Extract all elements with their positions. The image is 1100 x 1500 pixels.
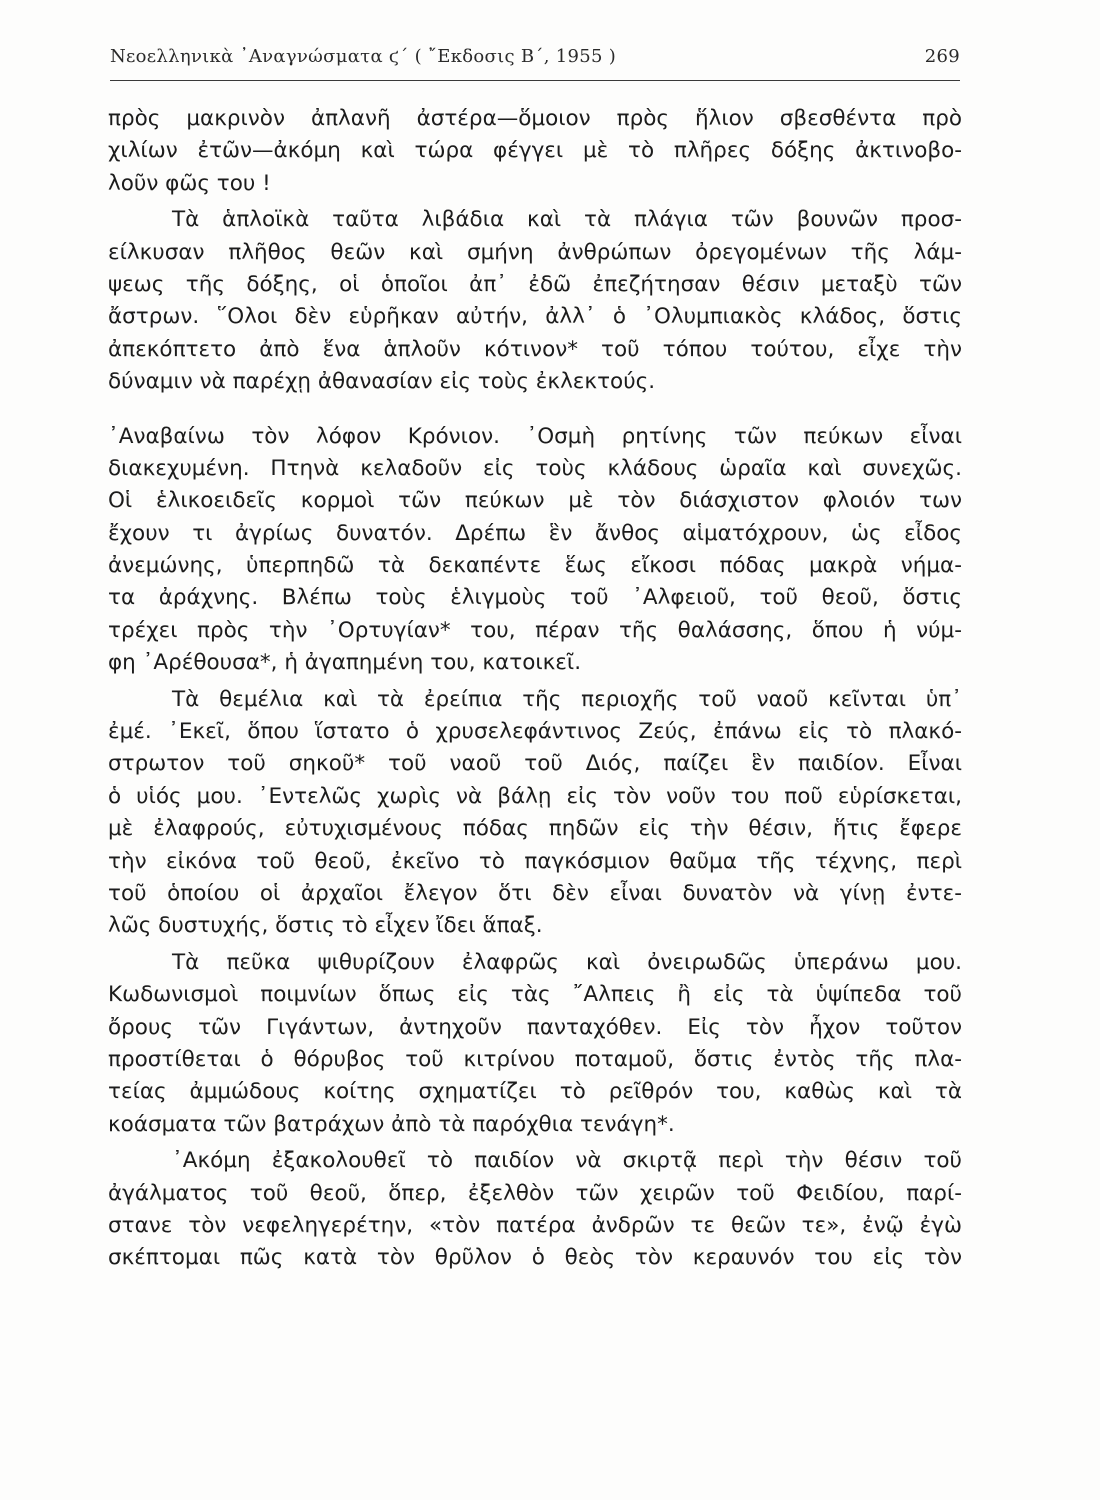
book-title: Νεοελληνικὰ ᾿Αναγνώσματα ϛ´ ( ῎Εκδοσις Β´, 1955 ) bbox=[110, 46, 617, 67]
text-line: προστίθεται ὁ θόρυβος τοῦ κιτρίνου ποταμοῦ, ὅστις ἐντὸς τῆς πλα- bbox=[108, 1046, 962, 1072]
text-line: ᾿Ακόμη ἐξακολουθεῖ τὸ παιδίον νὰ σκιρτᾷ περὶ τὴν θέσιν τοῦ bbox=[172, 1148, 962, 1174]
text-line: κοάσματα τῶν βατράχων ἀπὸ τὰ παρόχθια τενάγη*. bbox=[108, 1111, 675, 1137]
text-line: τοῦ ὁποίου οἱ ἀρχαῖοι ἔλεγον ὅτι δὲν εἶναι δυνατὸν νὰ γίνῃ ἐντε- bbox=[108, 880, 962, 906]
text-line: ψεως τῆς δόξης, οἱ ὁποῖοι ἀπ᾿ ἐδῶ ἐπεζήτησαν θέσιν μεταξὺ τῶν bbox=[108, 271, 962, 297]
text-line: τα ἀράχνης. Βλέπω τοὺς ἑλιγμοὺς τοῦ ᾿Αλφειοῦ, τοῦ θεοῦ, ὅστις bbox=[108, 585, 962, 611]
text-line: φη ᾿Αρέθουσα*, ἡ ἀγαπημένη του, κατοικεῖ. bbox=[108, 650, 582, 676]
text-line: σκέπτομαι πῶς κατὰ τὸν θρῦλον ὁ θεὸς τὸν κεραυνόν του εἰς τὸν bbox=[108, 1245, 962, 1271]
text-line: Τὰ ἁπλοϊκὰ ταῦτα λιβάδια καὶ τὰ πλάγια τῶν βουνῶν προσ- bbox=[172, 207, 962, 233]
text-line: ἄστρων. ῞Ολοι δὲν εὑρῆκαν αὐτήν, ἀλλ᾿ ὁ ᾿Ολυμπιακὸς κλάδος, ὅστις bbox=[108, 304, 962, 330]
paragraph bbox=[108, 103, 962, 200]
text-line: ὄρους τῶν Γιγάντων, ἀντηχοῦν πανταχόθεν. Εἰς τὸν ἦχον τοῦτον bbox=[108, 1014, 962, 1040]
text-line: τρέχει πρὸς τὴν ᾿Ορτυγίαν* του, πέραν τῆς θαλάσσης, ὅπου ἡ νύμ- bbox=[108, 617, 962, 643]
text-line: ἀνεμώνης, ὑπερπηδῶ τὰ δεκαπέντε ἕως εἴκοσι πόδας μακρὰ νήμα- bbox=[108, 553, 962, 579]
text-line: ἀγάλματος τοῦ θεοῦ, ὅπερ, ἐξελθὸν τῶν χειρῶν τοῦ Φειδίου, παρί- bbox=[108, 1180, 962, 1206]
text-line: πρὸς μακρινὸν ἀπλανῆ ἀστέρα—ὅμοιον πρὸς ἥλιον σβεσθέντα πρὸ bbox=[108, 106, 962, 131]
page-number: 269 bbox=[924, 46, 960, 67]
text-line: ἀπεκόπτετο ἀπὸ ἕνα ἁπλοῦν κότινον* τοῦ τόπου τούτου, εἶχε τὴν bbox=[108, 336, 962, 362]
paragraph bbox=[108, 1145, 962, 1275]
paragraph bbox=[108, 204, 962, 398]
text-line: τείας ἀμμώδους κοίτης σχηματίζει τὸ ρεῖθρόν του, καθὼς καὶ τὰ bbox=[108, 1079, 962, 1105]
text-line: λοῦν φῶς του ! bbox=[108, 170, 271, 196]
text-line: Κωδωνισμοὶ ποιμνίων ὅπως εἰς τὰς ῎Αλπεις ἢ εἰς τὰ ὑψίπεδα τοῦ bbox=[108, 982, 962, 1008]
text-line: ἔχουν τι ἀγρίως δυνατόν. Δρέπω ἓν ἄνθος αἱματόχρουν, ὡς εἶδος bbox=[108, 520, 962, 546]
text-line: Τὰ πεῦκα ψιθυρίζουν ἐλαφρῶς καὶ ὀνειρωδῶς ὑπεράνω μου. bbox=[172, 949, 962, 975]
text-line: δύναμιν νὰ παρέχῃ ἀθανασίαν εἰς τοὺς ἐκλεκτούς. bbox=[108, 369, 656, 395]
text-line: λῶς δυστυχής, ὅστις τὸ εἶχεν ἴδει ἅπαξ. bbox=[108, 913, 543, 939]
text-line: χιλίων ἐτῶν—ἀκόμη καὶ τώρα φέγγει μὲ τὸ πλῆρες δόξης ἀκτινοβο- bbox=[108, 138, 962, 164]
text-line: ἐμέ. ᾿Εκεῖ, ὅπου ἵστατο ὁ χρυσελεφάντινος Ζεύς, ἐπάνω εἰς τὸ πλακό- bbox=[108, 719, 962, 745]
text-line: διακεχυμένη. Πτηνὰ κελαδοῦν εἰς τοὺς κλάδους ὡραῖα καὶ συνεχῶς. bbox=[108, 455, 962, 481]
body-text bbox=[108, 103, 962, 1275]
text-line: Οἱ ἑλικοειδεῖς κορμοὶ τῶν πεύκων μὲ τὸν διάσχιστον φλοιόν των bbox=[108, 488, 962, 514]
running-header bbox=[110, 46, 960, 81]
section-gap bbox=[108, 399, 962, 421]
text-line: Τὰ θεμέλια καὶ τὰ ἐρείπια τῆς περιοχῆς τοῦ ναοῦ κεῖνται ὑπ᾿ bbox=[172, 686, 962, 712]
text-line: μὲ ἐλαφρούς, εὐτυχισμένους πόδας πηδῶν εἰς τὴν θέσιν, ἥτις ἔφερε bbox=[108, 816, 962, 842]
paragraph bbox=[108, 421, 962, 680]
text-line: ὁ υἱός μου. ᾿Εντελῶς χωρὶς νὰ βάλῃ εἰς τὸν νοῦν του ποῦ εὑρίσκεται, bbox=[108, 783, 962, 809]
text-line: τὴν εἰκόνα τοῦ θεοῦ, ἐκεῖνο τὸ παγκόσμιον θαῦμα τῆς τέχνης, περὶ bbox=[108, 848, 962, 874]
text-line: είλκυσαν πλῆθος θεῶν καὶ σμήνη ἀνθρώπων ὀρεγομένων τῆς λάμ- bbox=[108, 239, 962, 265]
paragraph bbox=[108, 684, 962, 943]
text-line: ᾿Αναβαίνω τὸν λόφον Κρόνιον. ᾿Οσμὴ ρητίνης τῶν πεύκων εἶναι bbox=[108, 423, 962, 449]
text-line: στανε τὸν νεφεληγερέτην, «τὸν πατέρα ἀνδρῶν τε θεῶν τε», ἐνῷ ἐγὼ bbox=[108, 1212, 962, 1238]
paragraph bbox=[108, 947, 962, 1141]
text-line: στρωτον τοῦ σηκοῦ* τοῦ ναοῦ τοῦ Διός, παίζει ἓν παιδίον. Εἶναι bbox=[108, 751, 962, 777]
